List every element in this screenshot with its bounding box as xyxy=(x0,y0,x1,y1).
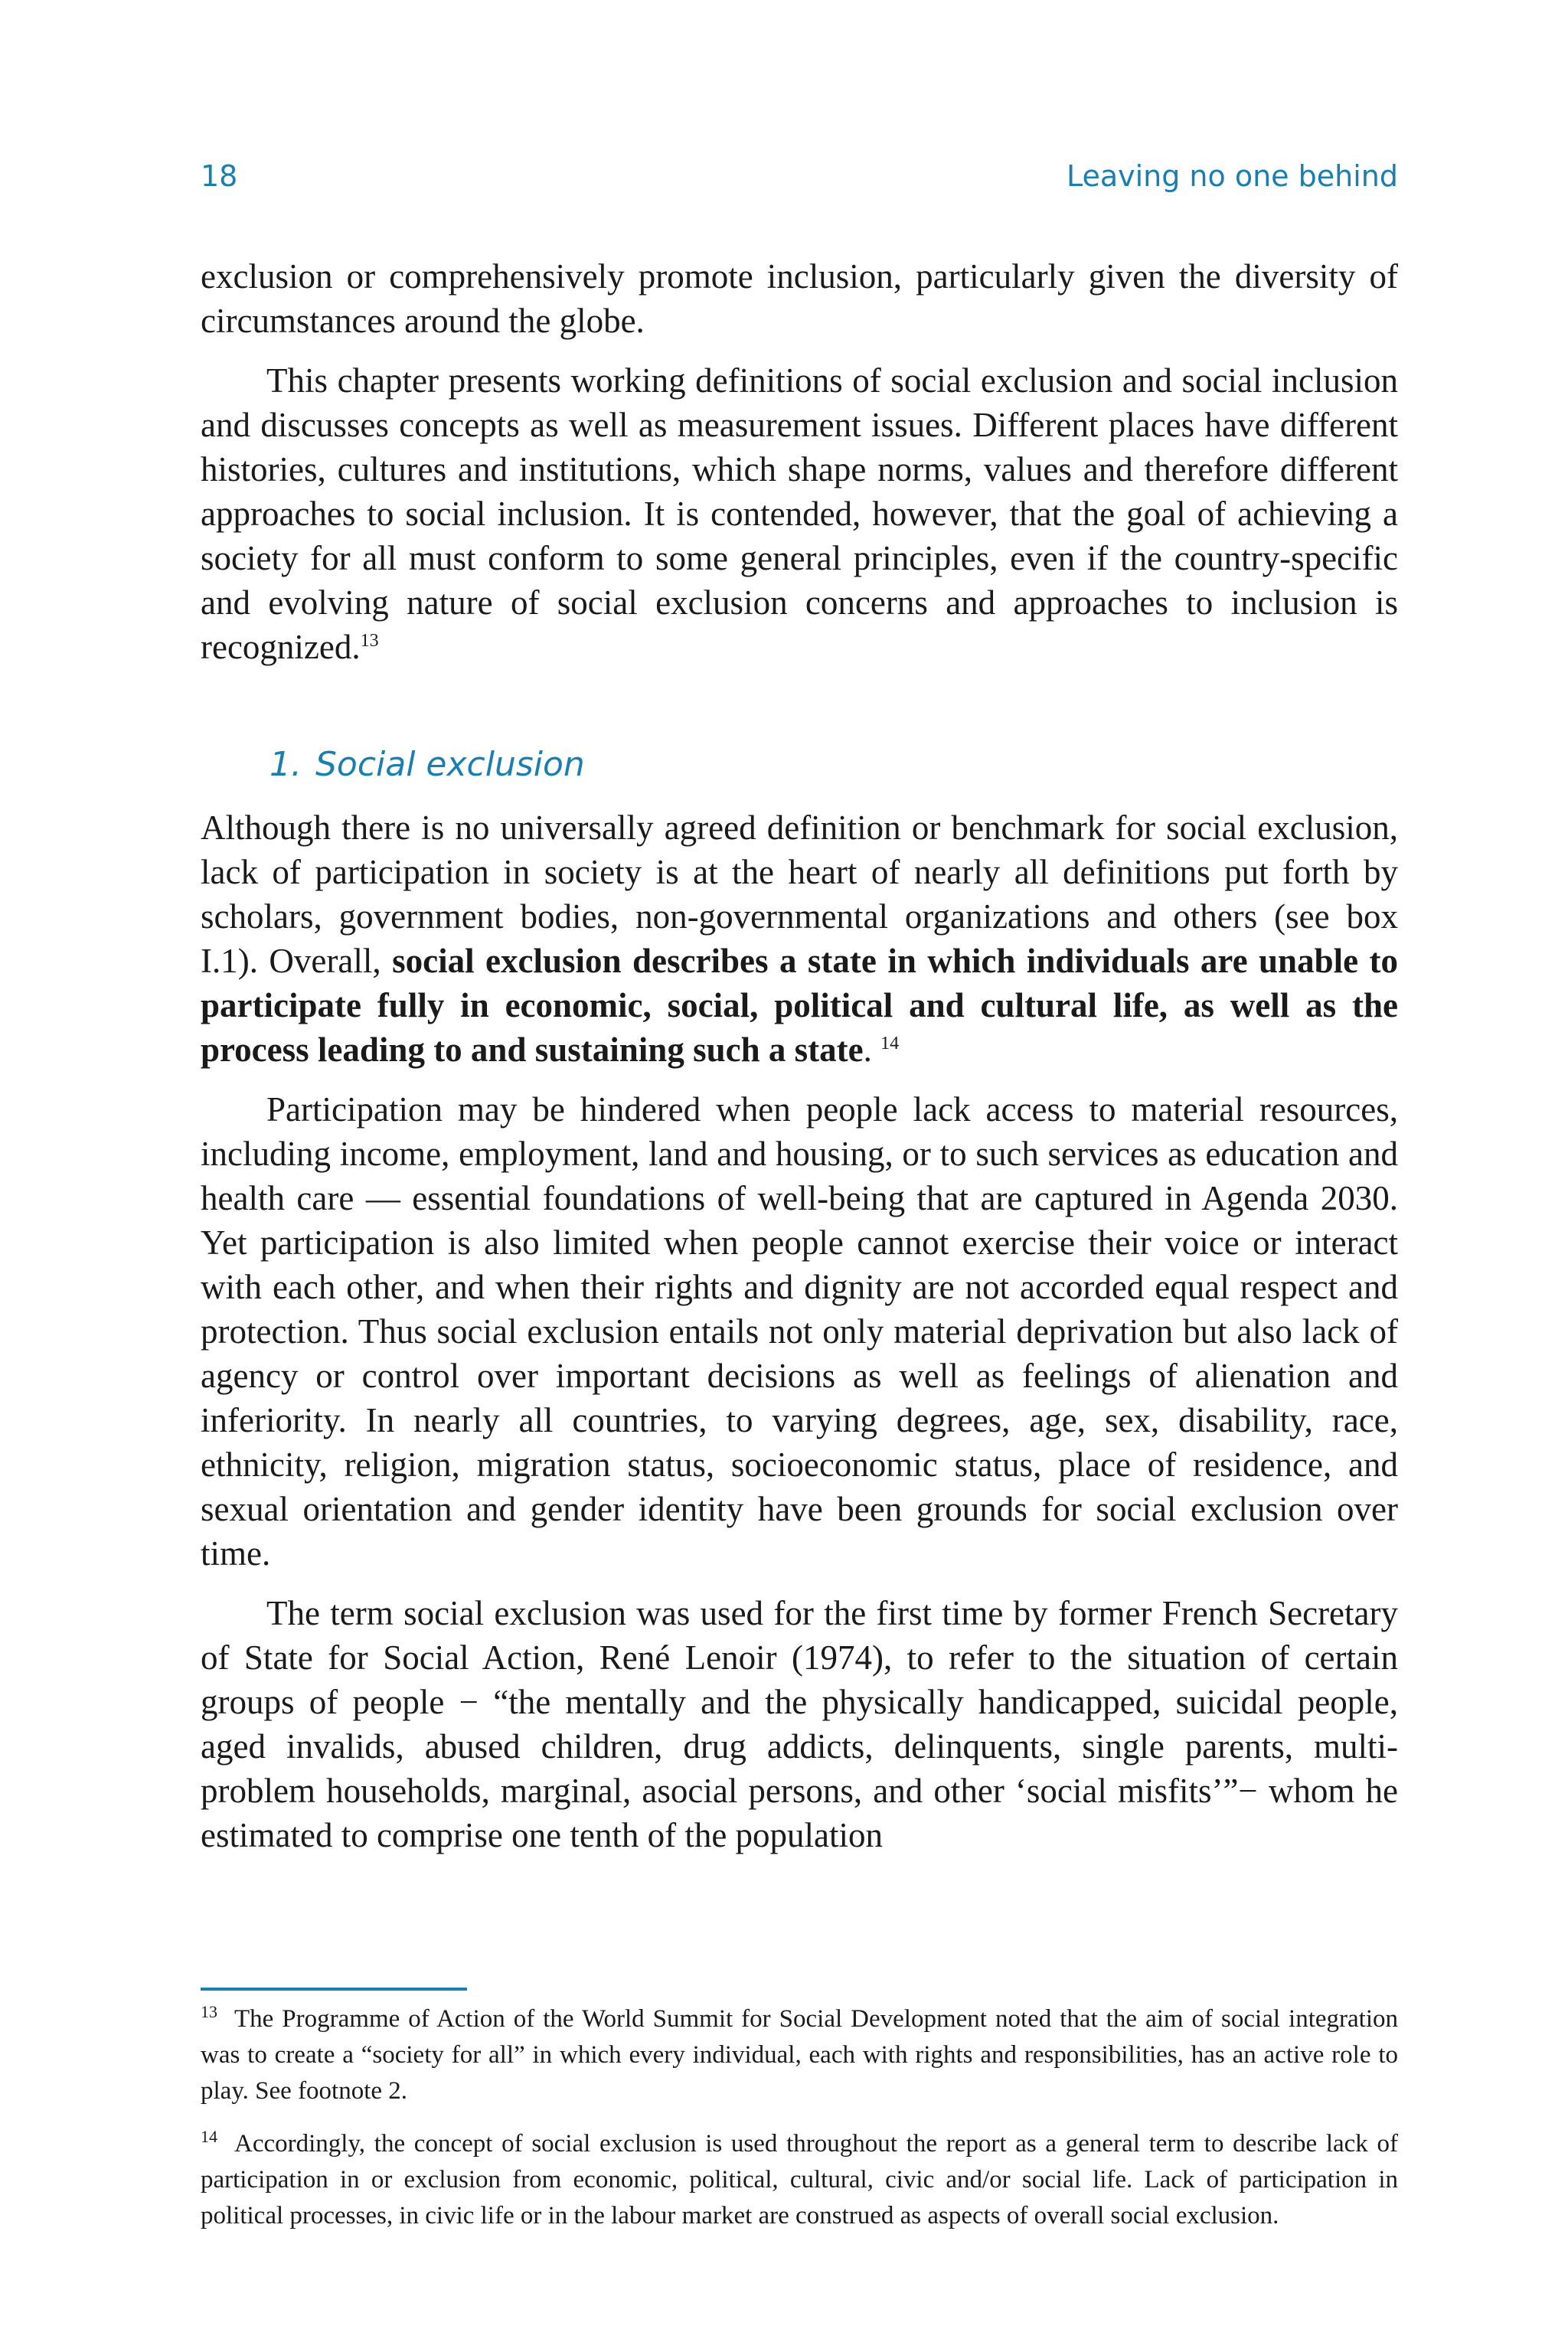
paragraph-definition xyxy=(201,805,1398,1072)
page-number: 18 xyxy=(201,159,238,193)
paragraph-text: The term social exclusion was used for the first time by former French Secretary of State for Social Action, René Lenoir (1974), to refer to the situation of certain groups of people − “the mentally and the physically handicapped, suicidal people, aged invalids, abused children, drug addicts, delinquents, single parents, multi-problem households, marginal, asocial persons, and other ‘social misfits’”− whom he estimated to comprise one tenth of the population xyxy=(201,1594,1398,1854)
footnotes xyxy=(201,2001,1398,2251)
section-heading xyxy=(270,743,1398,787)
footnote-text: Accordingly, the concept of social exclusion is used throughout the report as a general term to describe lack of participation in or exclusion from economic, political, cultural, civic and/or social life. Lack of participation in political processes, in civic life or in the labour market are construed as aspects of overall social exclusion. xyxy=(201,2130,1398,2230)
paragraph-text: exclusion or comprehensively promote inclusion, particularly given the diversity of circumstances around the globe. xyxy=(201,257,1398,340)
paragraph-text: Although there is no universally agreed definition or benchmark for social exclusion, lack of participation in society is at the heart of nearly all definitions put forth by scholars, government bodies, non-governmental organizations and others (see box I.1). Overall, xyxy=(201,808,1398,980)
footnote-ref-14[interactable]: 14 xyxy=(880,1034,900,1054)
footnote-text: The Programme of Action of the World Summit for Social Development noted that the aim of social integration was to create a “society for all” in which every individual, each with rights and responsibilities, has an active role to play. See footnote 2. xyxy=(201,2005,1398,2105)
footnote-13: 13 The Programme of Action of the World Summit for Social Development noted that the aim of social integration was to create a “society for all” in which every individual, each with rights and responsibilities, has an active role to play. See footnote 2. xyxy=(201,2002,1398,2105)
definition-bold-text: social exclusion describes a state in which individuals are unable to participate fully in economic, social, political and cultural life, as well as the process leading to and sustaining such a state xyxy=(201,942,1399,1069)
footnote-ref-13[interactable]: 13 xyxy=(360,631,379,651)
paragraph-text: This chapter presents working definitions of social exclusion and social inclusion and discusses concepts as well as measurement issues. Different places have different histories, cultures and institutions, which shape norms, values and therefore different approaches to social inclusion. It is contended, however, that the goal of achieving a society for all must conform to some general principles, even if the country-specific and evolving nature of social exclusion concerns and approaches to inclusion is recognized. xyxy=(201,361,1398,666)
running-title: Leaving no one behind xyxy=(1066,159,1398,193)
section-title: Social exclusion xyxy=(315,745,585,784)
paragraph-text: Participation may be hindered when people lack access to material resources, including income, employment, land and housing, or to such services as education and health care — essential foundations of well-being that are captured in Agenda 2030. Yet participation is also limited when people cannot exercise their voice or interact with each other, and when their rights and dignity are not accorded equal respect and protection. Thus social exclusion entails not only material deprivation but also lack of agency or control over important decisions as well as feelings of alienation and inferiority. In nearly all countries, to varying degrees, age, sex, disability, race, ethnicity, religion, migration status, socioeconomic status, place of residence, and sexual orientation and gender identity have been grounds for social exclusion over time. xyxy=(201,1090,1398,1573)
paragraph-chapter-overview xyxy=(201,358,1398,669)
paragraph-term-history xyxy=(201,1591,1398,1857)
body-text xyxy=(201,254,1398,1873)
paragraph-continuation xyxy=(201,254,1398,343)
paragraph-participation xyxy=(201,1087,1398,1576)
footnote-divider xyxy=(201,1988,467,1991)
section-number: 1. xyxy=(270,745,302,784)
footnote-14: 14 Accordingly, the concept of social exclusion is used throughout the report as a general term to describe lack of participation in or exclusion from economic, political, cultural, civic and/or social life. Lack of participation in political processes, in civic life or in the labour market are construed as aspects of overall social exclusion. xyxy=(201,2127,1398,2230)
running-head xyxy=(201,159,1398,201)
paragraph-text: . xyxy=(863,1031,872,1069)
